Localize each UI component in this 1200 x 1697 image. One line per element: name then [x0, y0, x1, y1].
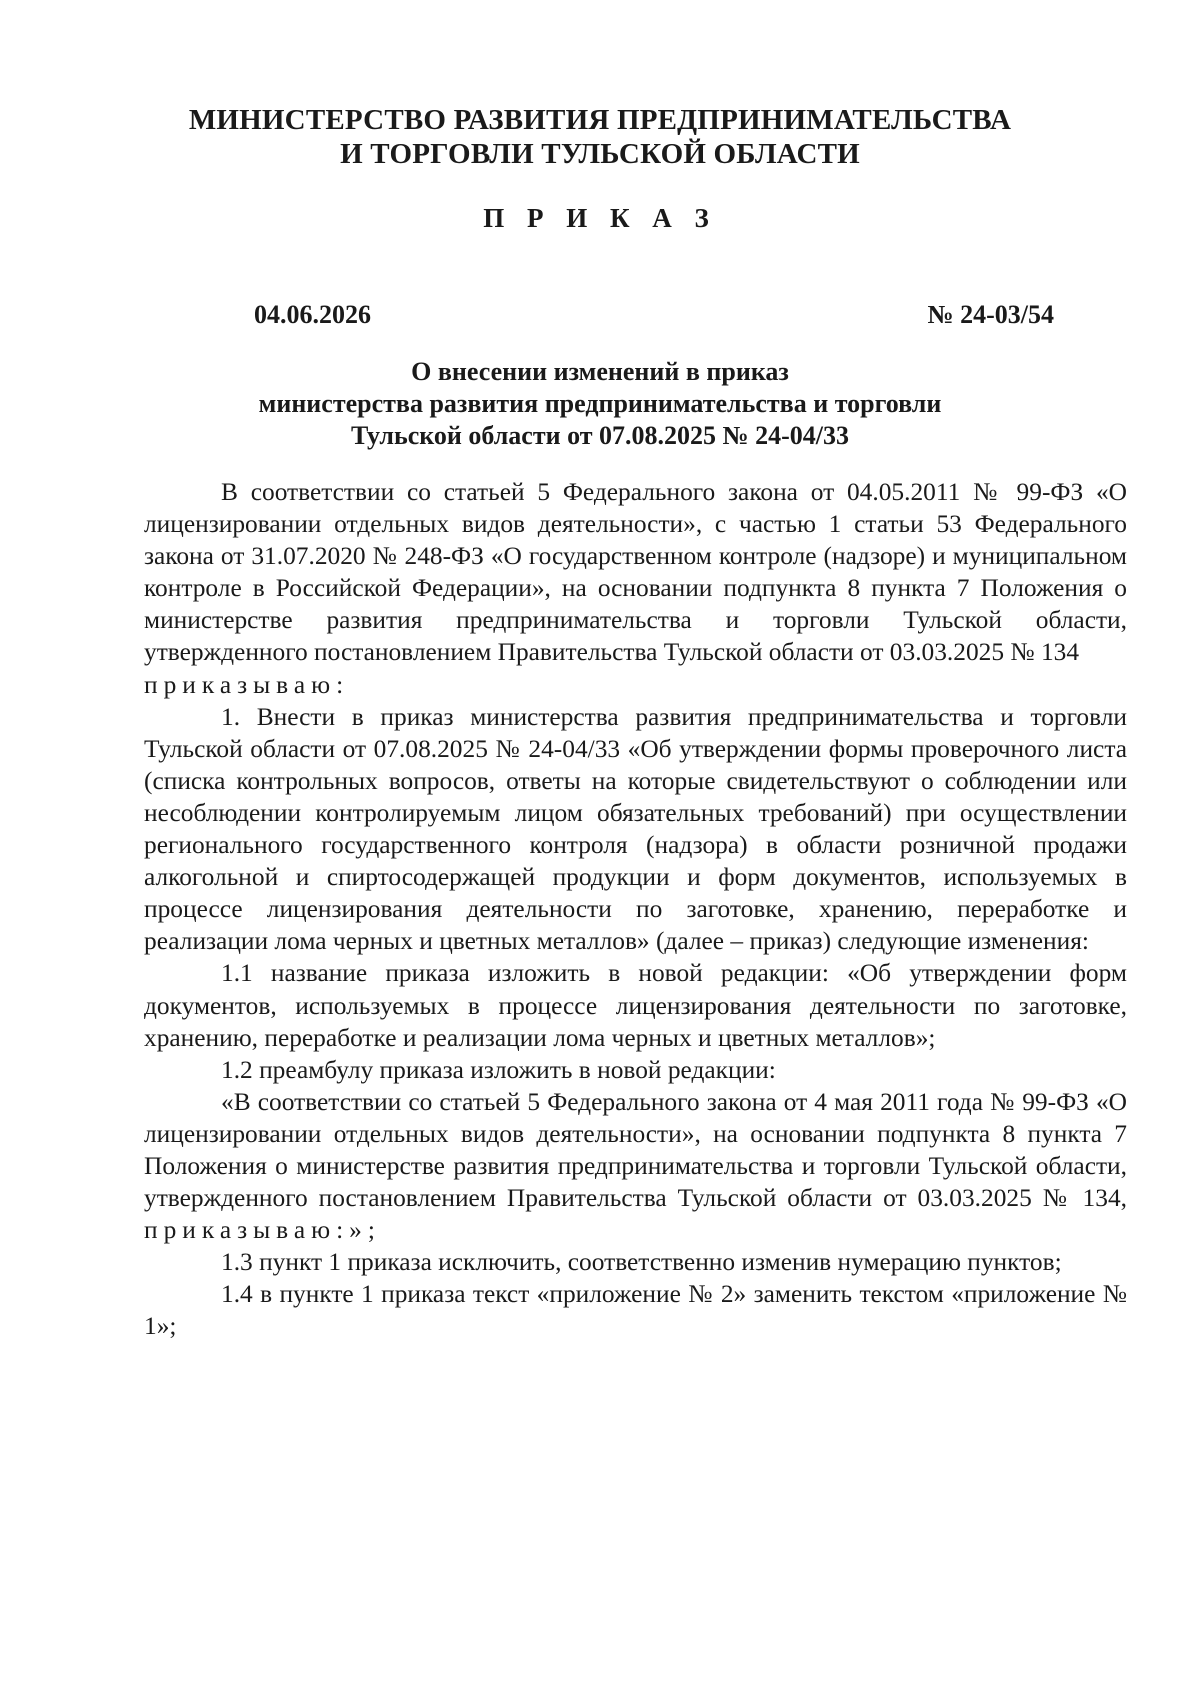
ministry-name-line1: МИНИСТЕРСТВО РАЗВИТИЯ ПРЕДПРИНИМАТЕЛЬСТВА — [188, 104, 1012, 136]
order-date: 04.06.2026 — [254, 300, 371, 329]
item-1-2-quote-end: приказываю:»; — [144, 1216, 381, 1245]
document-body — [144, 476, 1127, 1343]
item-1-2-quote-text: «В соответствии со статьей 5 Федерального закона от 4 мая 2011 года № 99-ФЗ «О лицензировании отдельных видов деятельности», на основании подпункта 8 пункта 7 Положения о министерстве развития предпринимательства и торговли Тульской области, утвержденного постановлением Правительства Тульской области от 03.03.2025 № 134, — [144, 1087, 1127, 1213]
preamble-text: В соответствии со статьей 5 Федерального закона от 04.05.2011 № 99-ФЗ «О лицензировании отдельных видов деятельности», с частью 1 статьи 53 Федерального закона от 31.07.2020 № 248-ФЗ «О государственном контроле (надзоре) и муниципальном контроле в Российской Федерации», на основании подпункта 8 пункта 7 Положения о министерстве развития предпринимательства и торговли Тульской области, утвержденного постановлением Правительства Тульской области от 03.03.2025 № 134 — [144, 478, 1127, 667]
item-1-4: 1.4 в пункте 1 приказа текст «приложение № 2» заменить текстом «приложение № 1»; — [144, 1280, 1127, 1341]
item-1-3: 1.3 пункт 1 приказа исключить, соответственно изменив нумерацию пунктов; — [221, 1248, 1062, 1277]
ministry-name-line2: И ТОРГОВЛИ ТУЛЬСКОЙ ОБЛАСТИ — [340, 138, 860, 170]
item-1-2-quote — [144, 1086, 1127, 1246]
order-number: № 24-03/54 — [927, 300, 1054, 329]
subject-line2: министерства развития предпринимательства и торговли — [258, 389, 942, 418]
preamble-paragraph — [144, 476, 1127, 669]
item-1-2: 1.2 преамбулу приказа изложить в новой редакции: — [221, 1055, 776, 1084]
order-word-paragraph — [144, 669, 1127, 701]
item-1-1: 1.1 название приказа изложить в новой редакции: «Об утверждении форм документов, используемых в процессе лицензирования деятельности по заготовке, хранению, переработке и реализации лома черных и цветных металлов»; — [144, 959, 1127, 1052]
subject-line3: Тульской области от 07.08.2025 № 24-04/33 — [350, 421, 850, 450]
item-1: 1. Внести в приказ министерства развития предпринимательства и торговли Тульской области от 07.08.2025 № 24-04/33 «Об утверждении формы проверочного листа (списка контрольных вопросов, ответы на которые свидетельствуют о соблюдении или несоблюдении контролируемым лицом обязательных требований) при осуществлении регионального государственного контроля (надзора) в области розничной продажи алкогольной и спиртосодержащей продукции и форм документов, используемых в процессе лицензирования деятельности по заготовке, хранению, переработке и реализации лома черных и цветных металлов» (далее – приказ) следующие изменения: — [144, 702, 1127, 956]
subject-line1: О внесении изменений в приказ — [411, 357, 789, 386]
order-word: приказываю: — [144, 670, 350, 699]
document-type: П Р И К А З — [483, 203, 717, 233]
